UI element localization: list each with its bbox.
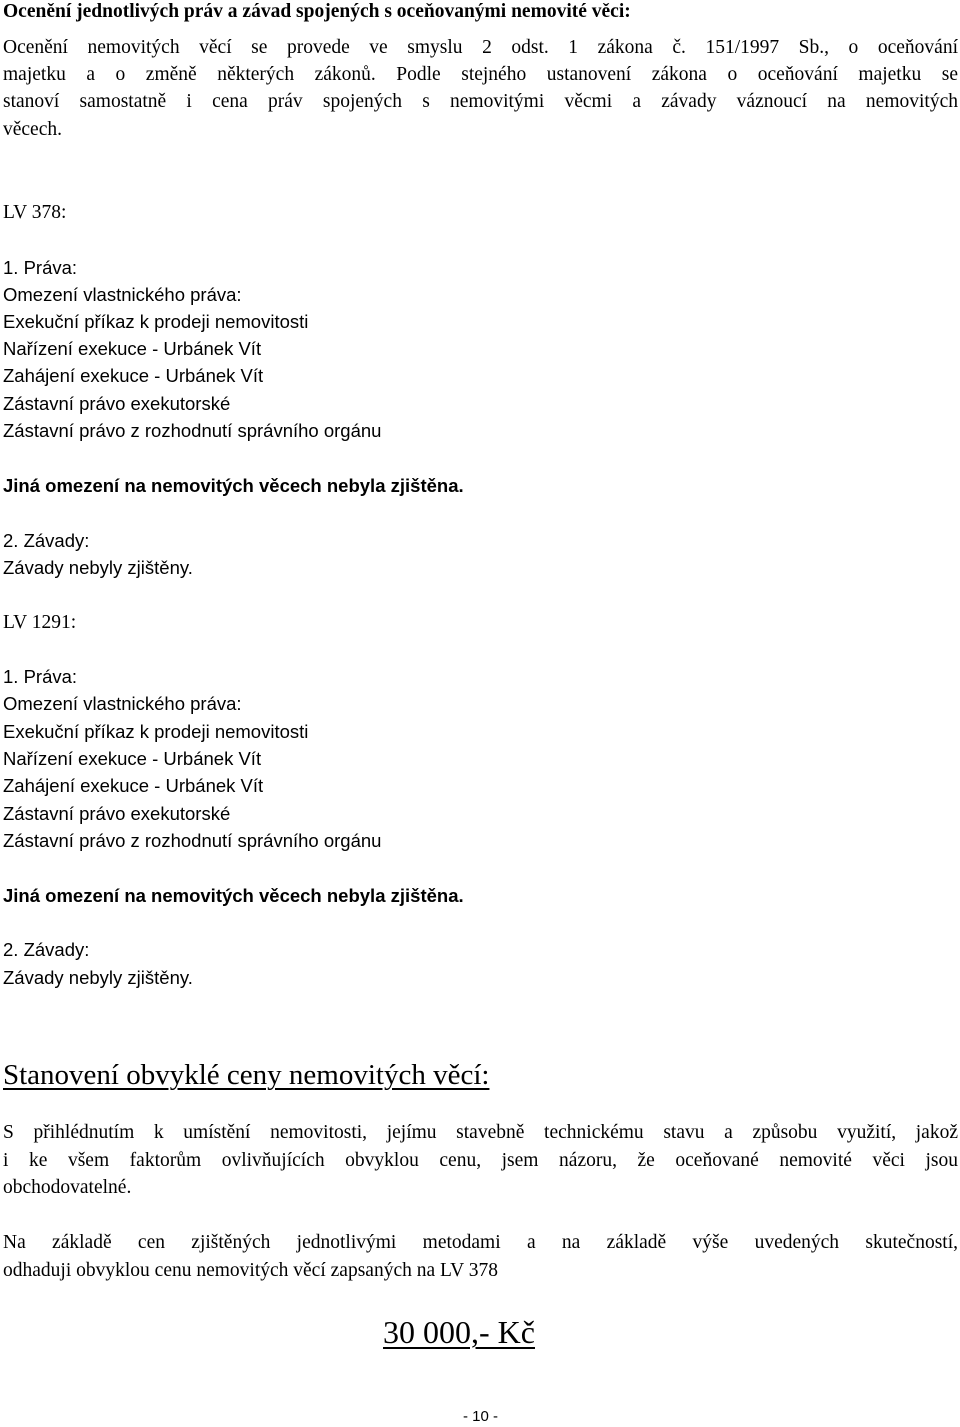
paragraph-1-line-2: i ke všem faktorům ovlivňujících obvyklou cenu, jsem názoru, že oceňované nemovité věci jsou [3, 1150, 958, 1171]
valuation-heading: Stanovení obvyklé ceny nemovitých věcí: [3, 1059, 490, 1091]
paragraph-1-line-3: obchodovatelné. [3, 1177, 132, 1198]
intro-line-3: stanoví samostatně i cena práv spojených s nemovitými věcmi a závady váznoucí na nemovitých [3, 91, 958, 112]
estimated-price: 30 000,- Kč [383, 1314, 535, 1350]
lv-label: LV 378: [3, 202, 67, 223]
defects-text: Závady nebyly zjištěny. [3, 967, 193, 988]
rights-heading: 1. Práva: [3, 666, 78, 687]
paragraph-2-line-1: Na základě cen zjištěných jednotlivými metodami a na základě výše uvedených skutečností, [3, 1232, 958, 1253]
other-restrictions-note: Jiná omezení na nemovitých věcech nebyla zjištěna. [3, 475, 464, 496]
restriction-item: Exekuční příkaz k prodeji nemovitosti [3, 721, 309, 742]
other-restrictions-note: Jiná omezení na nemovitých věcech nebyla zjištěna. [3, 885, 464, 906]
intro-line-4: věcech. [3, 119, 62, 140]
defects-text: Závady nebyly zjištěny. [3, 557, 193, 578]
intro-line-1: Ocenění nemovitých věcí se provede ve smyslu 2 odst. 1 zákona č. 151/1997 Sb., o oceňování [3, 37, 958, 58]
restriction-heading: Omezení vlastnického práva: [3, 693, 242, 714]
restriction-item: Exekuční příkaz k prodeji nemovitosti [3, 311, 309, 332]
restriction-item: Zástavní právo exekutorské [3, 393, 231, 414]
restriction-item: Zástavní právo exekutorské [3, 803, 231, 824]
restriction-item: Nařízení exekuce - Urbánek Vít [3, 338, 262, 359]
defects-heading: 2. Závady: [3, 530, 90, 551]
rights-heading: 1. Práva: [3, 257, 78, 278]
lv-label: LV 1291: [3, 612, 77, 633]
restriction-item: Zástavní právo z rozhodnutí správního orgánu [3, 830, 382, 851]
restriction-item: Zahájení exekuce - Urbánek Vít [3, 775, 264, 796]
restriction-item: Nařízení exekuce - Urbánek Vít [3, 748, 262, 769]
intro-line-2: majetku a o změně některých zákonů. Podle stejného ustanovení zákona o oceňování majetku se [3, 64, 958, 85]
restriction-heading: Omezení vlastnického práva: [3, 284, 242, 305]
paragraph-1-line-1: S přihlédnutím k umístění nemovitosti, jejímu stavebně technickému stavu a způsobu využití, jakož [3, 1122, 958, 1143]
restriction-item: Zástavní právo z rozhodnutí správního orgánu [3, 420, 382, 441]
defects-heading: 2. Závady: [3, 939, 90, 960]
restriction-item: Zahájení exekuce - Urbánek Vít [3, 365, 264, 386]
document-page [3, 0, 958, 1425]
paragraph-2-line-2: odhaduji obvyklou cenu nemovitých věcí zapsaných na LV 378 [3, 1260, 498, 1281]
page-number: - 10 - [462, 1408, 498, 1425]
section-title: Ocenění jednotlivých práv a závad spojených s oceňovanými nemovité věci: [3, 1, 631, 22]
